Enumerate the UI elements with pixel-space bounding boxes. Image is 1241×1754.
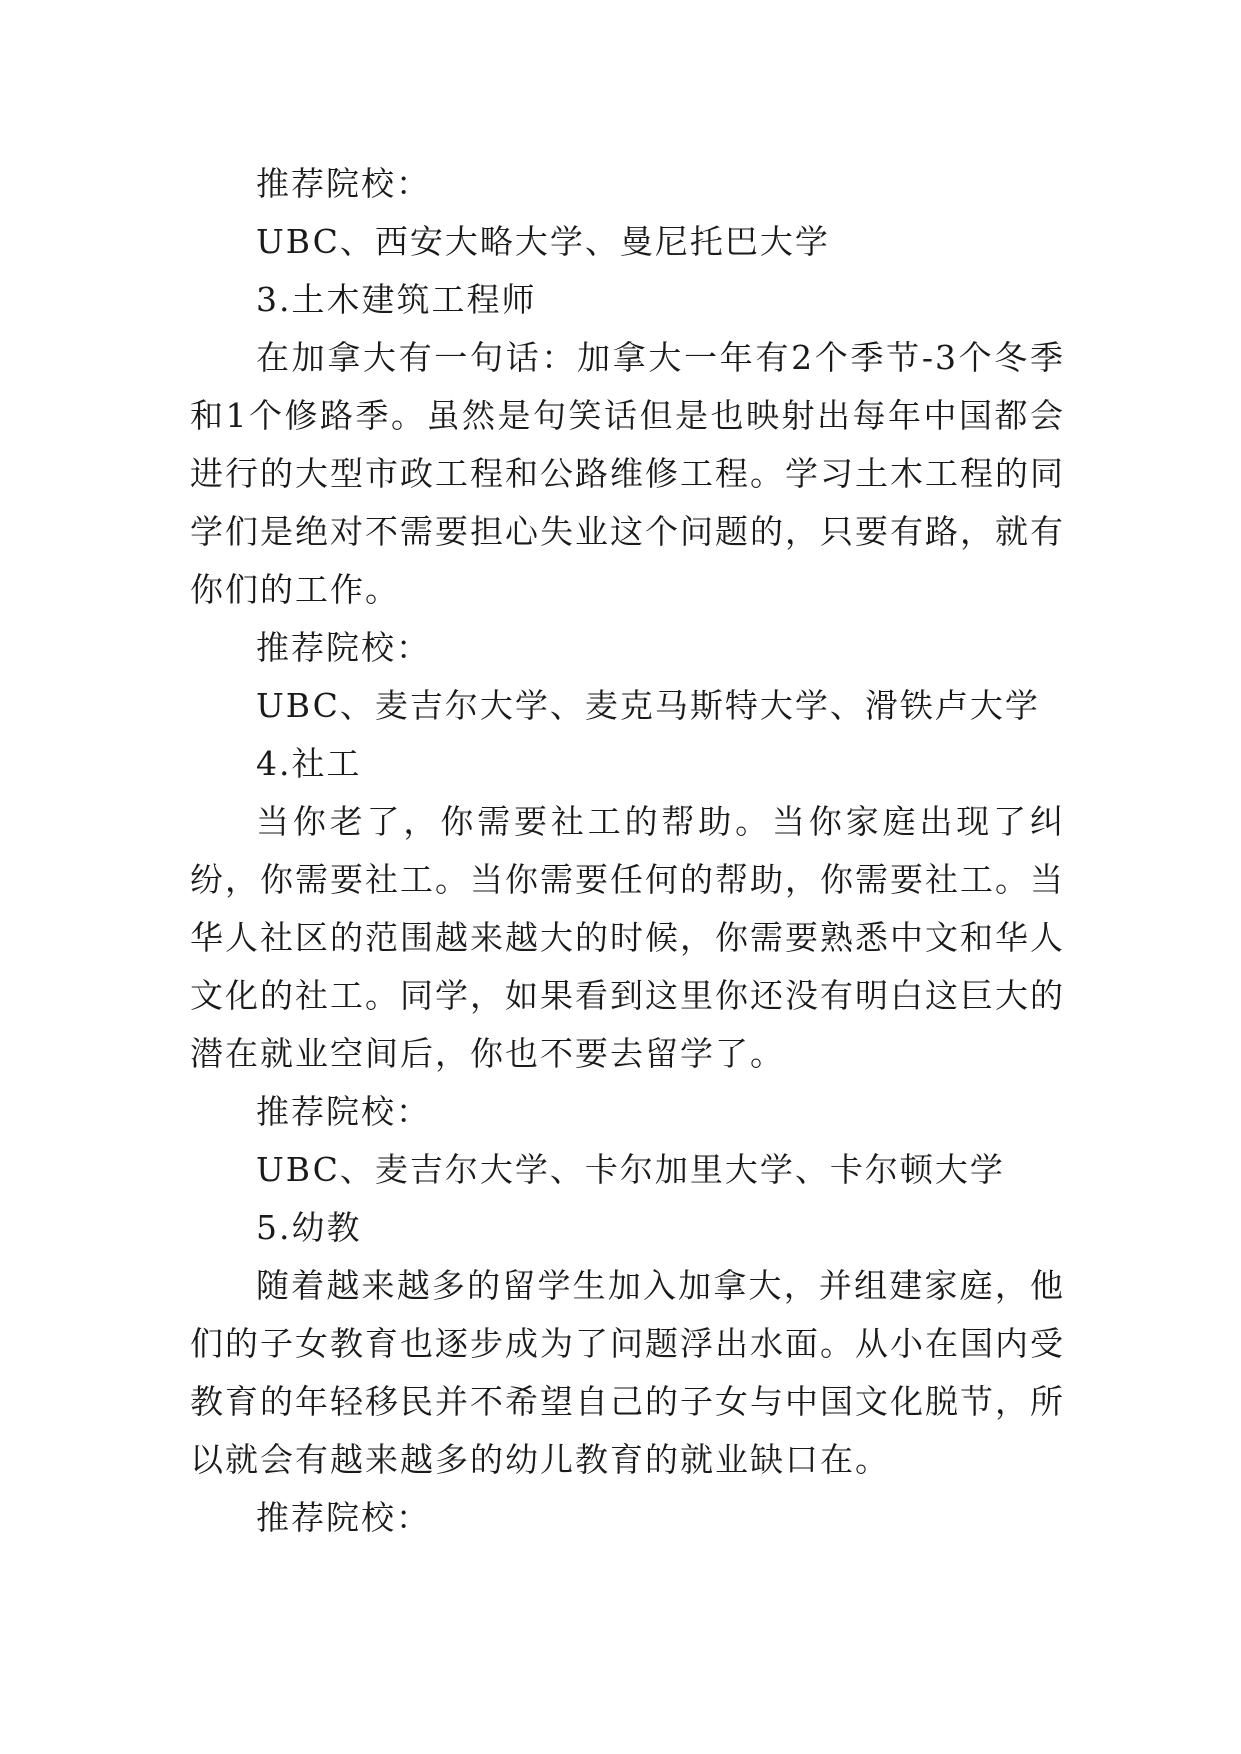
section-heading-social-work: 4.社工 — [256, 744, 362, 783]
recommended-schools-label: 推荐院校： — [256, 1498, 431, 1537]
document-body — [190, 155, 1065, 1547]
recommended-schools-label: 推荐院校： — [256, 628, 431, 667]
body-paragraph-social-work: 当你老了，你需要社工的帮助。当你家庭出现了纠纷，你需要社工。当你需要任何的帮助，你需要社工。当华人社区的范围越来越大的时候，你需要熟悉中文和华人文化的社工。同学，如果看到这里你还没有明白这巨大的潜在就业空间后，你也不要去留学了。 — [190, 802, 1065, 1073]
body-paragraph-early-education: 随着越来越多的留学生加入加拿大，并组建家庭，他们的子女教育也逐步成为了问题浮出水面。从小在国内受教育的年轻移民并不希望自己的子女与中国文化脱节，所以就会有越来越多的幼儿教育的就业缺口在。 — [190, 1266, 1065, 1479]
body-paragraph-civil-engineer: 在加拿大有一句话：加拿大一年有2个季节-3个冬季和1个修路季。虽然是句笑话但是也映射出每年中国都会进行的大型市政工程和公路维修工程。学习土木工程的同学们是绝对不需要担心失业这个问题的，只要有路，就有你们的工作。 — [190, 338, 1065, 609]
section-heading-civil-engineer: 3.土木建筑工程师 — [256, 280, 537, 319]
recommended-schools-list: UBC、麦吉尔大学、麦克马斯特大学、滑铁卢大学 — [256, 686, 1040, 725]
recommended-schools-label: 推荐院校： — [256, 164, 431, 203]
recommended-schools-list: UBC、麦吉尔大学、卡尔加里大学、卡尔顿大学 — [256, 1150, 1005, 1189]
recommended-schools-label: 推荐院校： — [256, 1092, 431, 1131]
recommended-schools-list: UBC、西安大略大学、曼尼托巴大学 — [256, 222, 830, 261]
section-heading-early-education: 5.幼教 — [256, 1208, 362, 1247]
